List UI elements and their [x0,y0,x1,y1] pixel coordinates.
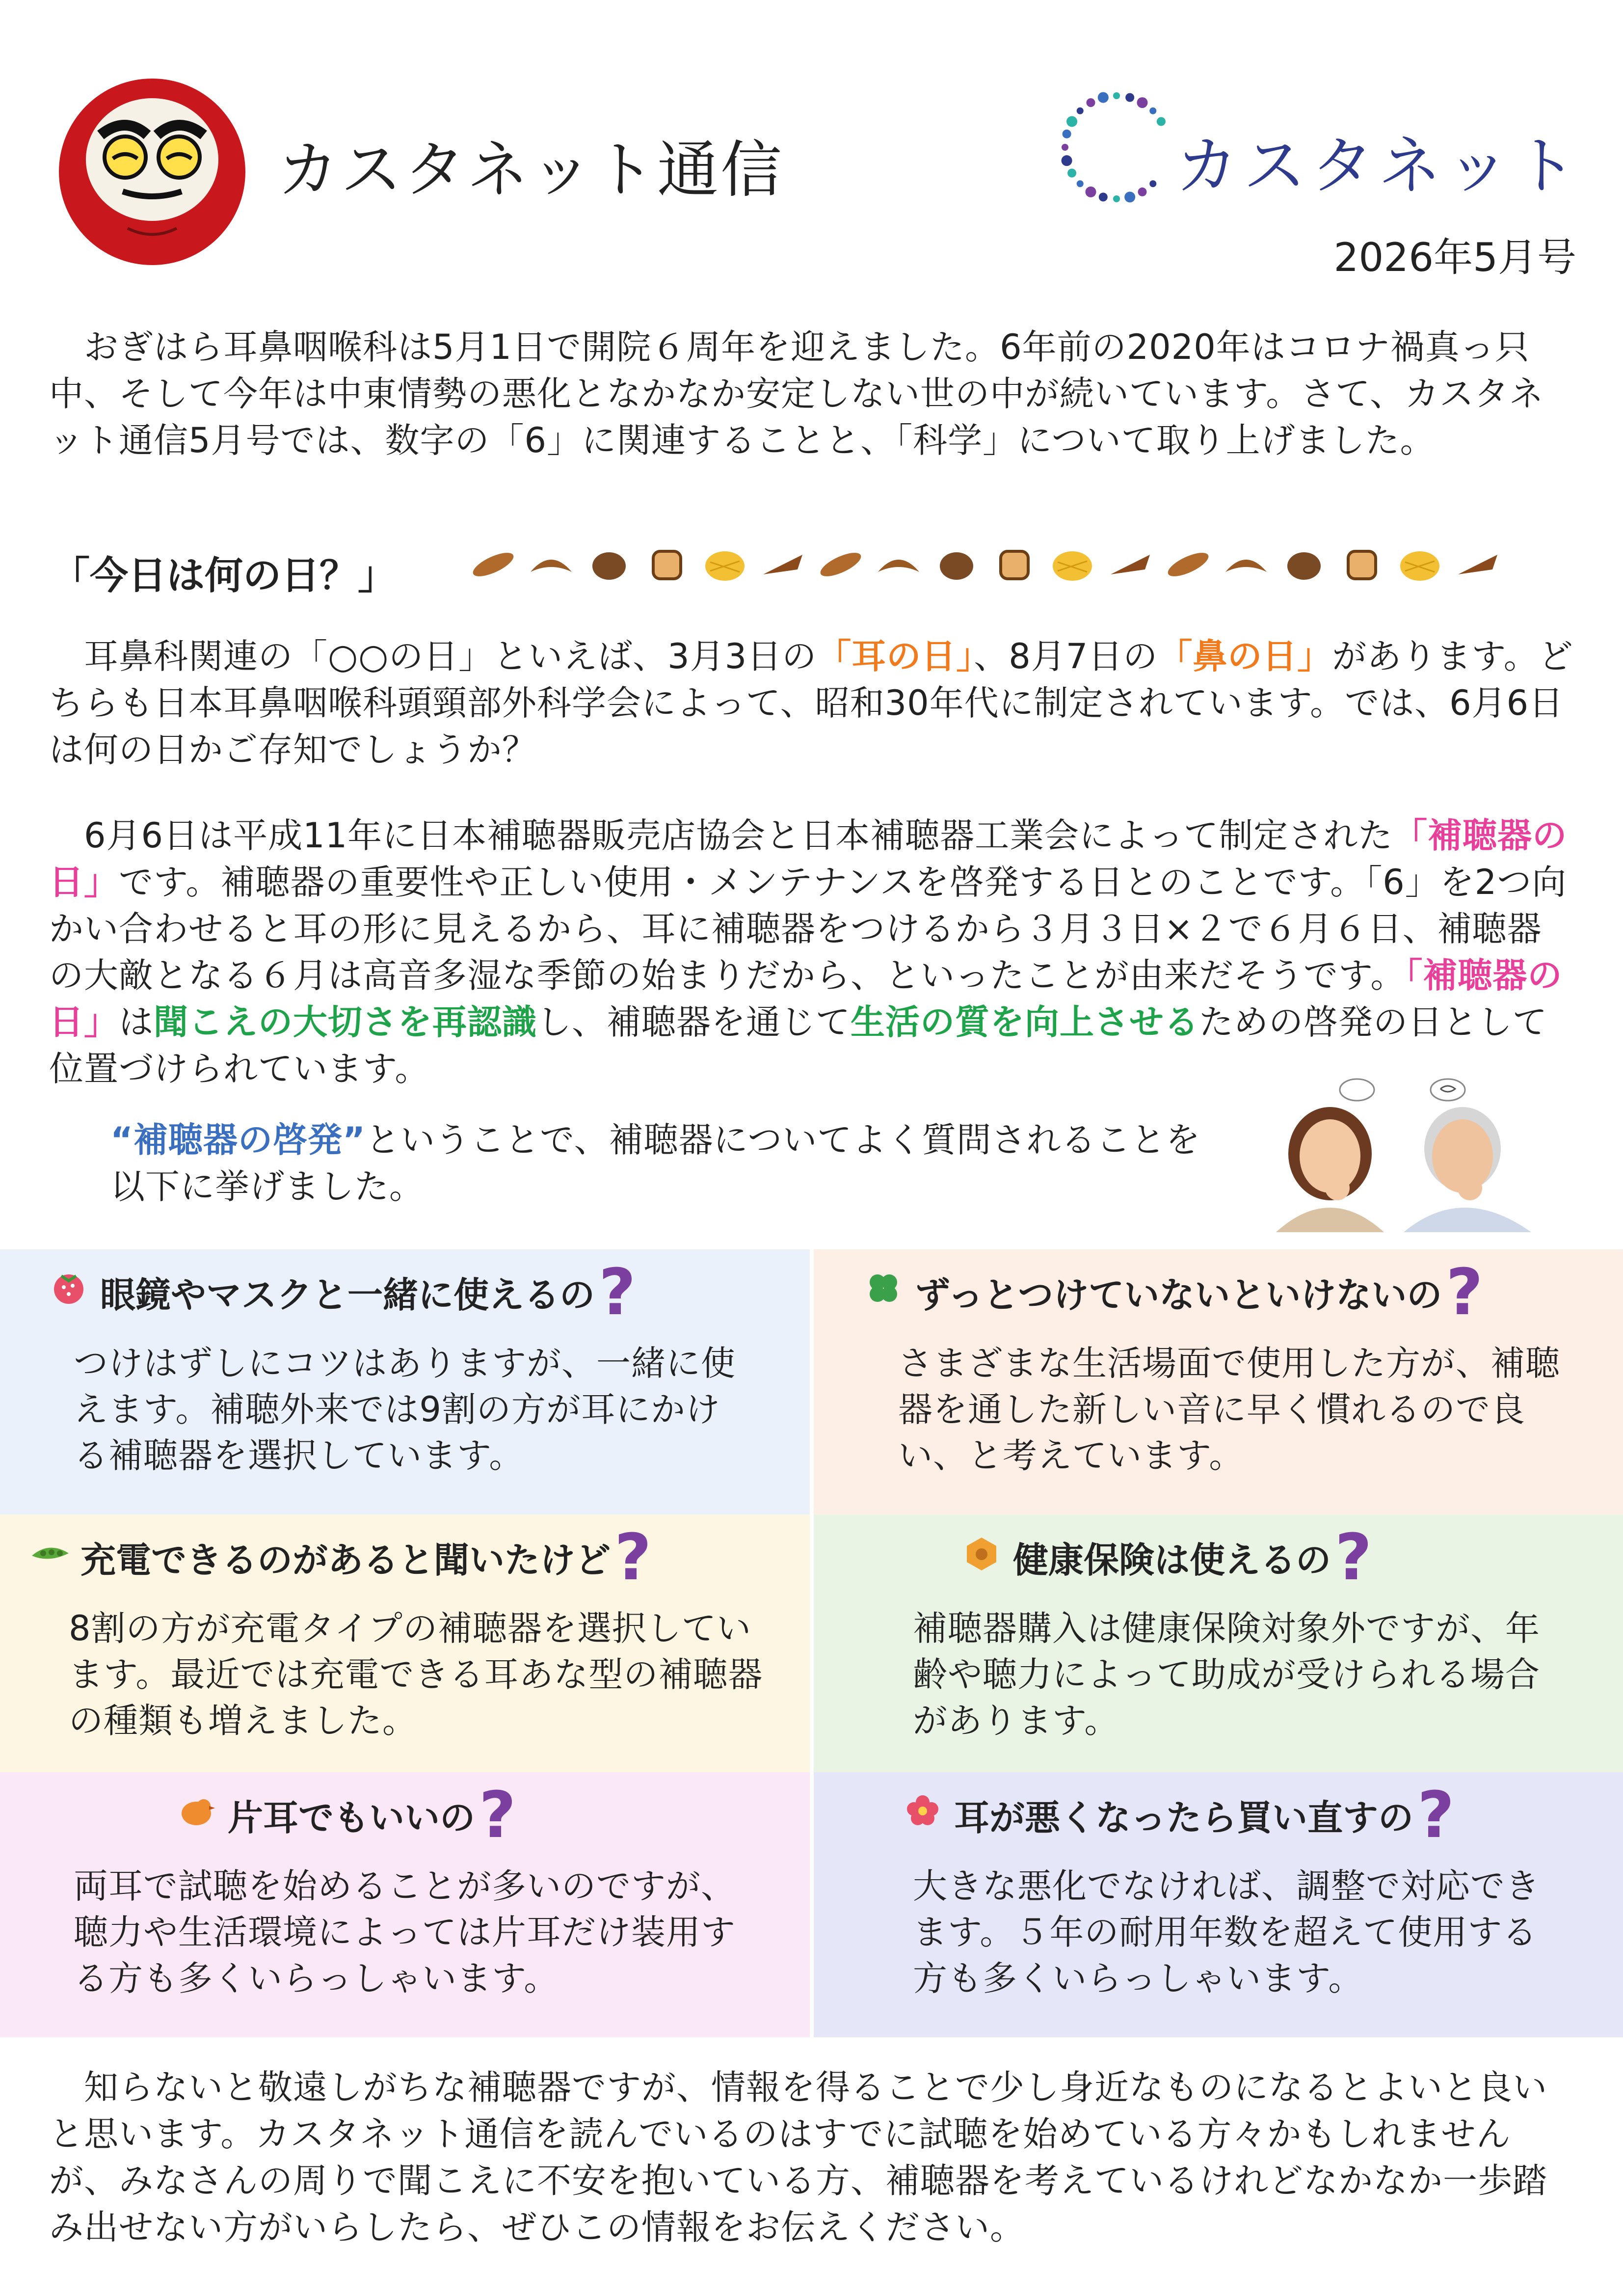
logo-dot [1149,108,1156,114]
peapod-icon [29,1534,69,1581]
logo-dot [1113,195,1120,202]
logo-dot [1077,108,1084,114]
faq-answer: 補聴器購入は健康保険対象外ですが、年齢や聴力によって助成が受けられる場合があります。 [913,1608,1540,1741]
melonpan-icon [1395,547,1444,582]
reaffirm-highlight: 聞こえの大切さを再認識 [154,1002,537,1042]
logo-dot [1157,117,1166,126]
closing-paragraph: 知らないと敬遠しがちな補聴器ですが、情報を得ることで少し身近なものになるとよいと良いと思います。カスタネット通信を読んでいるのはすでに試聴を始めている方々かもしれませんが、みなさんの周りで聞こえに不安を抱いている方、補聴器を考えているけれどなかなか一歩踏み出せない方がいらしたら、ぜひこの情報をお伝えください。 [49,2067,1547,2247]
faq-question [864,1255,1483,1329]
logo-dot [1062,155,1072,166]
faq-answer: つけはずしにコツはありますが、一緒に使えます。補聴外来では9割の方が耳にかける補聴器を選択しています。 [74,1343,736,1476]
logo-dot [1077,180,1084,187]
faq-answer: 8割の方が充電タイプの補聴器を選択しています。最近では充電できる耳あな型の補聴器の種類も増えました。 [69,1608,763,1741]
faq-answer: 大きな悪化でなければ、調整で対応できます。５年の耐用年数を超えて使用する方も多くいらっしゃいます。 [913,1866,1540,1999]
brand-name: カスタネット [1175,130,1582,203]
daruma-logo [54,61,250,268]
strawberry-icon [49,1269,88,1316]
cone-icon [1106,547,1155,582]
logo-dot [1062,144,1068,151]
melonpan-icon [1048,547,1097,582]
ear-day-highlight: 「耳の日」 [817,636,974,676]
logo-dot [1113,92,1120,99]
quality-of-life-highlight: 生活の質を向上させる [851,1002,1199,1042]
logo-dot [1098,92,1109,103]
faq-card [814,1772,1623,2037]
logo-dot [1099,192,1108,201]
faq-card [0,1772,810,2037]
faq-answer: さまざまな生活場面で使用した方が、補聴器を通した新しい音に早く慣れるので良い、と考えています。 [898,1343,1560,1476]
toast-icon [1337,547,1386,582]
question-mark-icon: ? [614,1520,652,1594]
intro-paragraph: おぎはら耳鼻咽喉科は5月1日で開院６周年を迎えました。6年前の2020年はコロナ禍真っ只中、そして今年は中東情勢の悪化となかなか安定しない世の中が続いています。さて、カスタネット通信5月号では、数字の「6」に関連することと、「科学」について取り上げました。 [49,327,1544,460]
faq-question [177,1778,516,1852]
issue-date: 2026年5月号 [1333,235,1576,280]
awareness-highlight: “補聴器の啓発” [110,1120,366,1160]
honey-icon [962,1534,1001,1581]
pastry-divider [469,547,1563,592]
faq-card [0,1514,810,1772]
logo-dot [1138,188,1147,196]
faq-card [0,1249,810,1514]
faq-question [903,1778,1455,1852]
melonpan-icon [700,547,749,582]
hearing-aid-day-highlight-2: 「補聴器の日」 [49,955,1563,1042]
croissant-icon [874,547,923,582]
faq-answer: 両耳で試聴を始めることが多いのですが、聴力や生活環境によっては片耳だけ装用する方も多くいらっしゃいます。 [74,1866,736,1999]
faq-question-text: 片耳でもいいの [228,1797,476,1838]
hearing-aid-day-paragraph: 6月6日は平成11年に日本補聴器販売店協会と日本補聴器工業会によって制定された「補聴器の日」です。補聴器の重要性や正しい使用・メンテナンスを啓発する日とのことです。「6」を2つ向かい合わせると耳の形に見えるから、耳に補聴器をつけるから３月３日×２で６月６日、補聴器の大敵となる６月は高音多湿な季節の始まりだから、といったことが由来だそうです。「補聴器の日」は聞こえの大切さを再認識し、補聴器を通じて生活の質を向上させるための啓発の日として位置づけられています。 [49,815,1568,1089]
logo-dot [1067,169,1076,178]
toast-icon [642,547,692,582]
ear-day-paragraph: 耳鼻科関連の「○○の日」といえば、3月3日の「耳の日」、8月7日の「鼻の日」があります。どちらも日本耳鼻咽喉科頭頸部外科学会によって、昭和30年代に制定されています。では、6月6日は何の日かご存知でしょうか？ [49,636,1573,770]
croissant-icon [527,547,576,582]
faq-question-text: ずっとつけていないといけないの [915,1274,1442,1316]
faq-intro-paragraph: “補聴器の啓発”ということで、補聴器についてよく質問されることを以下に挙げました。 [110,1120,1201,1207]
question-mark-icon: ? [599,1255,636,1329]
logo-dot [1086,187,1096,197]
faq-question-text: 健康保険は使えるの [1013,1540,1331,1581]
faq-card [814,1249,1623,1514]
faq-card [814,1514,1623,1772]
question-mark-icon: ? [1417,1778,1455,1852]
brand-logo-ring [1050,81,1183,214]
cone-icon [758,547,807,582]
faq-question [29,1520,652,1594]
logo-dot [1063,130,1071,138]
clover-icon [864,1269,903,1316]
question-mark-icon: ? [1446,1255,1483,1329]
bun-icon [1279,547,1329,582]
baguette-icon [1164,547,1213,582]
croissant-icon [1222,547,1271,582]
faq-question [962,1520,1372,1594]
logo-dot [1066,116,1077,127]
faq-question-text: 眼鏡やマスクと一緒に使えるの [100,1274,595,1316]
faq-question-text: 充電できるのがあると聞いたけど [80,1540,611,1581]
faq-question [49,1255,636,1329]
page-title: カスタネット通信 [277,135,784,206]
hearing-aid-day-highlight: 「補聴器の日」 [49,815,1568,902]
logo-dot [1149,180,1156,187]
thinking-couple-illustration [1256,1070,1551,1232]
logo-dot [1137,97,1148,108]
baguette-icon [816,547,865,582]
bun-icon [932,547,981,582]
baguette-icon [469,547,518,582]
toast-icon [990,547,1039,582]
bun-icon [585,547,634,582]
logo-dot [1125,93,1134,102]
flower-icon [903,1791,942,1839]
logo-dot [1124,191,1135,202]
question-mark-icon: ? [1335,1520,1372,1594]
nose-day-highlight: 「鼻の日」 [1158,636,1332,676]
section-heading: 「今日は何の日？」 [52,554,397,598]
cone-icon [1453,547,1502,582]
faq-question-text: 耳が悪くなったら買い直すの [954,1797,1414,1838]
bird-icon [177,1791,216,1839]
question-mark-icon: ? [479,1778,516,1852]
logo-dot [1087,98,1095,107]
